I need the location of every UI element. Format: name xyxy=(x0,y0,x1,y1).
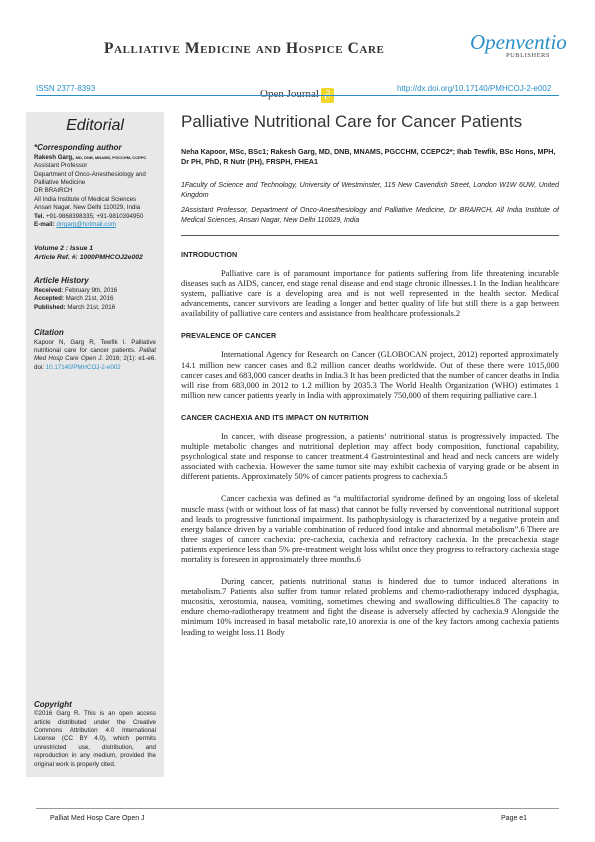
citation-doi-link[interactable]: 10.17140/PMHCOJ-2-e002 xyxy=(45,363,121,371)
article-title: Palliative Nutritional Care for Cancer Patients xyxy=(181,112,523,131)
author-list: Neha Kapoor, MSc, BSc1; Rakesh Garg, MD, DNB, MNAMS, PGCCHM, CCEPC2*; Ihab Tewfik, BSc Hons, MPH, Dr PH, PhD, R Nutr (PH), FRSPH, FHEA1 xyxy=(181,147,556,166)
received-date: Received: February 9th, 2016 xyxy=(34,286,118,294)
header-divider xyxy=(36,95,559,96)
section-heading-prevalence: PREVALENCE OF CANCER xyxy=(181,331,277,341)
paragraph: Cancer cachexia was defined as “a multifactorial syndrome defined by an ongoing loss of skeletal muscle mass (with or without loss of fat mass) that cannot be fully reversed by conventional nutritional support and leads to progressive functional impairment. Its pathophysiology is characterized by a negative protein and energy balance driven by a variable combination of reduced food intake and abnormal metabolism”.6 There are three stages of cancer cachexia: pre-cachexia, cachexia and refractory cachexia. In the precachexia stage patients experience less than 5% pre-treatment weight loss whilst once they progress to refractory cachexia stage mortality is foreseen in approximately three months.6 xyxy=(181,494,559,564)
footer-journal: Palliat Med Hosp Care Open J xyxy=(50,815,145,822)
footer-divider xyxy=(36,808,559,809)
email: E-mail: drrgarg@hotmail.com xyxy=(34,221,116,229)
paragraph: During cancer, patients nutritional status is hindered due to tumor induced alterations in metabolism.7 Patients also suffer from tumor related problems and chemo-radiotherapy induced dysphagia, mucositis, xerostomia, nausea, vomiting, sometimes chewing and swallowing difficulties.8 The capacity to endure chemo-radiotherapy treatment and fight the disease is adversely affected by cachexia.9 Alongside the minimum 10% increased in basal metabolic rate,10 anorexia is one of the key factors among cachexia patients leading to weight loss.11 Body xyxy=(181,577,559,637)
paragraph: In cancer, with disease progression, a patients’ nutritional status is progressively impacted. The multiple metabolic changes and nutritional depletion may affect body composition, functional capability, psychological state and response to cancer treatment.4 Gastrointestinal and head and neck cancers are widely associated with cachexia. However the same tumor site may exhibit cachexia of varying grade or be absent in different patients. Approximately 50% of cancer patients progress to cachexia.5 xyxy=(181,431,559,482)
open-access-icon: ∂ xyxy=(321,88,334,103)
article-body xyxy=(181,112,559,650)
publisher-logo xyxy=(470,30,570,59)
article-history-heading: Article History xyxy=(34,276,89,286)
published-date: Published: March 21st, 2016 xyxy=(34,303,116,311)
corr-line: Assistant Professor xyxy=(34,162,88,170)
volume-issue: Volume 2 : Issue 1 xyxy=(34,245,94,253)
citation-text: Kapoor N, Garg R, Tewfik I. Palliative nutritional care for cancer patients. Palliat Med Hosp Care Open J. 2016; 2(1): e1-e6. doi: 10.17140/PMHCOJ-2-e002 xyxy=(34,338,156,371)
issn: ISSN 2377-8393 xyxy=(36,84,96,93)
doi-link[interactable]: http://dx.doi.org/10.17140/PMHCOJ-2-e002 xyxy=(397,84,552,93)
article-type: Editorial xyxy=(66,117,124,134)
copyright-text: ©2016 Garg R. This is an open access article distributed under the Creative Commons Attribution 4.0 International License (CC BY 4.0), which permits unrestricted use, distribution, and reproduction in any medium, provided the original work is properly cited. xyxy=(34,710,156,768)
sidebar xyxy=(26,112,164,777)
corresponding-author-name: Rakesh Garg, MD, DNB, MNAMS, PGCCHM, CCEPC xyxy=(34,153,147,161)
copyright-block xyxy=(34,701,156,769)
section-heading-introduction: INTRODUCTION xyxy=(181,250,238,259)
paragraph: International Agency for Research on Cancer (GLOBOCAN project, 2012) reported approximately 14.1 million new cancer cases and 8.2 million cancer deaths worldwide. Out of these there were 1015,000 cancer cases and 683,000 cancer deaths in India.3 It has been predicted that the number of cancer deaths in India will rise from 683,000 in 2012 to 1.2 million by 2035.3 The World Health Organization (WHO) estimates 1 million new cancer patients yearly in India with approximately 750,000 of them requiring palliative care.1 xyxy=(181,350,559,400)
accepted-date: Accepted: March 21st, 2016 xyxy=(34,295,114,303)
corr-line: Ansari Nagar, New Delhi 110029, India xyxy=(34,204,141,212)
publisher-logo-text: Openventio xyxy=(470,30,567,54)
open-journal-label: Open Journal xyxy=(260,88,319,100)
journal-name: Palliative Medicine and Hospice Care xyxy=(104,40,385,57)
copyright-heading: Copyright xyxy=(34,699,72,709)
affiliation-divider xyxy=(181,235,559,236)
page-number: Page e1 xyxy=(501,815,528,822)
corr-line: DR BRAIRCH xyxy=(34,187,73,195)
corr-line: All India Institute of Medical Sciences xyxy=(34,195,137,203)
affiliation-2: 2Assistant Professor, Department of Onco-Anesthesiology and Palliative Medicine, Dr BRAIRCH, All India Institute of Medical Sciences, Ansari Nagar, New Delhi 110029, India xyxy=(181,207,559,224)
citation-heading: Citation xyxy=(34,328,64,338)
section-heading-cachexia: CANCER CACHEXIA AND ITS IMPACT ON NUTRITION xyxy=(181,412,369,422)
email-link[interactable]: drrgarg@hotmail.com xyxy=(56,221,116,229)
corr-line: Department of Onco-Anesthesiology and Palliative Medicine xyxy=(34,170,146,187)
corresponding-author-heading: *Corresponding author xyxy=(34,143,122,153)
article-ref: Article Ref. #: 1000PMHCOJ2e002 xyxy=(34,254,143,262)
publisher-sub: PUBLISHERS xyxy=(505,52,550,59)
paragraph: Palliative care is of paramount importance for patients suffering from life threatening incurable diseases such as AIDS, cancer, end stage renal disease and end stage chronic illnesses.1 In the Indian healthcare system, palliative care is a developing area and is not well represented in the health sector. Medical advancements, cancer survivors are leading a longer and better quality of life but still there is a gap between availability of palliative care centers and assistance from healthcare professionals.2 xyxy=(181,269,559,319)
telephone: Tel. +91-9868398335; +91-9810394950 xyxy=(34,212,144,220)
affiliation-1: 1Faculty of Science and Technology, University of Westminster, 115 New Cavendish Street, London W1W 6UW, United Kingdom xyxy=(181,182,559,199)
